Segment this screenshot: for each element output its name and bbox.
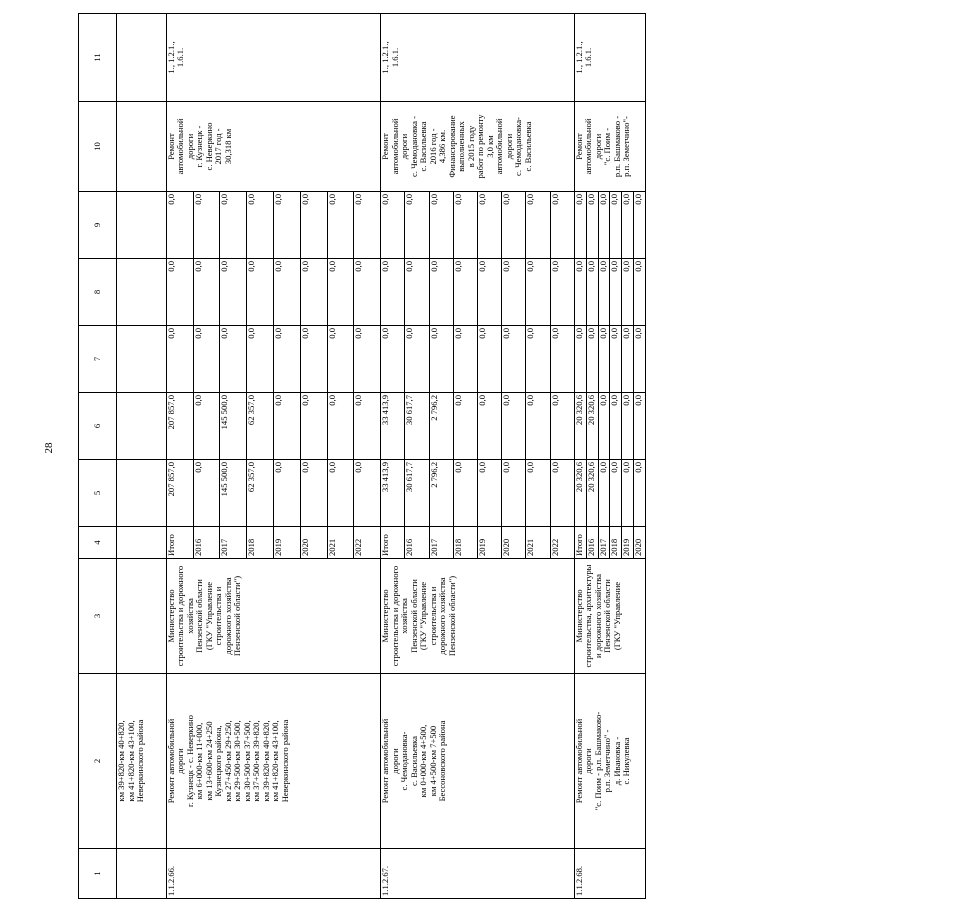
value-cell: 0,0 [354,393,381,460]
item-executor: Министерство строительства, архитектуры и дорожного хозяйства Пензенской области (ГКУ "Управление [574,559,645,674]
value-cell: 0,0 [598,259,610,326]
value-cell: 0,0 [477,192,501,259]
year-cell: 2020 [502,527,526,559]
value-cell: 0,0 [634,460,646,527]
value-cell: 0,0 [634,259,646,326]
value-cell: 0,0 [405,326,429,393]
value-cell: 0,0 [526,259,550,326]
value-cell: 0,0 [598,460,610,527]
value-cell: 0,0 [327,326,354,393]
value-cell: 0,0 [273,259,300,326]
value-cell: 0,0 [453,393,477,460]
value-cell: 0,0 [300,259,327,326]
program-table [78,13,646,899]
value-cell: 0,0 [550,393,574,460]
year-cell: Итого [166,527,193,559]
value-cell: 0,0 [327,460,354,527]
value-cell: 0,0 [300,460,327,527]
value-cell: 0,0 [193,393,220,460]
value-cell: 0,0 [550,460,574,527]
value-cell: 0,0 [273,460,300,527]
value-cell: 0,0 [477,259,501,326]
value-cell: 0,0 [453,192,477,259]
value-cell: 0,0 [300,393,327,460]
value-cell: 0,0 [273,192,300,259]
header-cell: 1 [79,849,117,899]
value-cell: 0,0 [381,326,405,393]
value-cell: 0,0 [622,259,634,326]
value-cell: 0,0 [502,326,526,393]
value-cell: 0,0 [526,192,550,259]
page-number: 28 [43,442,55,454]
value-cell: 0,0 [502,259,526,326]
value-cell: 0,0 [622,393,634,460]
value-cell: 0,0 [598,393,610,460]
value-cell: 0,0 [526,393,550,460]
value-cell: 0,0 [634,393,646,460]
value-cell: 0,0 [453,326,477,393]
year-cell: 2022 [354,527,381,559]
year-cell: 2019 [273,527,300,559]
year-cell: Итого [574,527,586,559]
year-cell: 2018 [453,527,477,559]
value-cell: 0,0 [598,192,610,259]
value-cell: 30 617,7 [405,393,429,460]
value-cell: 0,0 [220,192,247,259]
value-cell: 0,0 [429,259,453,326]
value-cell: 0,0 [574,326,586,393]
value-cell: 0,0 [354,259,381,326]
value-cell: 0,0 [193,326,220,393]
value-cell: 0,0 [381,192,405,259]
value-cell: 0,0 [477,393,501,460]
header-cell: 9 [79,192,117,259]
value-cell: 0,0 [354,192,381,259]
value-cell: 0,0 [327,393,354,460]
value-cell: 207 857,0 [166,393,193,460]
value-cell: 0,0 [550,192,574,259]
value-cell: 0,0 [453,259,477,326]
value-cell: 0,0 [634,326,646,393]
value-cell: 0,0 [634,192,646,259]
table-row [381,14,405,899]
year-cell: 2018 [610,527,622,559]
value-cell: 0,0 [193,460,220,527]
continuation-desc: км 39+820-км 40+820, км 41+820-км 43+100, Неверкинского района [117,674,167,849]
value-cell: 33 413,9 [381,460,405,527]
value-cell: 0,0 [610,326,622,393]
value-cell: 30 617,7 [405,460,429,527]
value-cell: 145 500,0 [220,393,247,460]
header-cell: 11 [79,14,117,102]
value-cell: 0,0 [327,192,354,259]
indicator-reference: 1., 1.2.1., 1.6.1. [381,14,575,102]
value-cell: 0,0 [586,259,598,326]
item-description: Ремонт автомобильной дороги "с. Поим - р.п. Башмаково- р.п. Земетчино" - д. Ивановка - с. Никулевка [574,674,645,849]
header-cell: 7 [79,326,117,393]
value-cell: 0,0 [405,259,429,326]
value-cell: 0,0 [300,192,327,259]
year-cell: 2019 [477,527,501,559]
year-cell: Итого [381,527,405,559]
expected-result: Ремонт автомобильной дороги г. Кузнецк - с. Неверкино 2017 год - 30,318 км [166,102,380,192]
value-cell: 0,0 [381,259,405,326]
header-cell: 2 [79,674,117,849]
value-cell: 0,0 [598,326,610,393]
value-cell: 0,0 [574,259,586,326]
value-cell: 0,0 [354,460,381,527]
value-cell: 0,0 [247,326,274,393]
expected-result: Ремонт автомобильной дороги "с. Поим - р.п. Башмаково - р.п. Земетчино"- [574,102,645,192]
value-cell: 0,0 [220,326,247,393]
year-cell: 2021 [327,527,354,559]
value-cell: 0,0 [247,192,274,259]
value-cell: 0,0 [610,393,622,460]
year-cell: 2020 [300,527,327,559]
value-cell: 0,0 [429,326,453,393]
year-cell: 2017 [429,527,453,559]
value-cell: 0,0 [193,192,220,259]
item-number: 1.1.2.66. [166,849,380,899]
value-cell: 0,0 [622,192,634,259]
header-cell: 8 [79,259,117,326]
value-cell: 0,0 [574,192,586,259]
value-cell: 0,0 [166,192,193,259]
value-cell: 20 320,6 [574,460,586,527]
value-cell: 0,0 [354,326,381,393]
value-cell: 0,0 [526,326,550,393]
table-row [574,14,586,899]
header-cell: 5 [79,460,117,527]
item-number: 1.1.2.67. [381,849,575,899]
year-cell: 2020 [634,527,646,559]
value-cell: 0,0 [502,393,526,460]
rotated-table-wrapper [78,41,963,899]
value-cell: 62 357,0 [247,393,274,460]
value-cell: 145 500,0 [220,460,247,527]
continuation-row [117,14,167,899]
value-cell: 0,0 [247,259,274,326]
item-description: Ремонт автомобильной дороги г. Кузнецк - с. Неверкино км 6+000-км 11+000, км 13+600-км 24+250 Кузнецкого района, км 27+450-км 29+250, км 29+500-км 30+500, км 30+500-км 37+500, км 37+500-км 39+820, км 39+820-км 40+820, км 41+820-км 43+100, Неверкинского района [166,674,380,849]
value-cell: 20 320,6 [586,460,598,527]
value-cell: 2 796,2 [429,460,453,527]
header-cell: 10 [79,102,117,192]
value-cell: 0,0 [586,326,598,393]
table-row [166,14,193,899]
value-cell: 0,0 [220,259,247,326]
value-cell: 0,0 [166,326,193,393]
value-cell: 2 796,2 [429,393,453,460]
indicator-reference: 1., 1.2.1., 1.6.1. [166,14,380,102]
value-cell: 207 857,0 [166,460,193,527]
value-cell: 0,0 [610,192,622,259]
year-cell: 2016 [193,527,220,559]
value-cell: 0,0 [550,259,574,326]
value-cell: 0,0 [502,192,526,259]
year-cell: 2019 [622,527,634,559]
year-cell: 2018 [247,527,274,559]
value-cell: 20 320,6 [586,393,598,460]
year-cell: 2016 [405,527,429,559]
value-cell: 0,0 [327,259,354,326]
expected-result: Ремонт автомобильной дороги с. Чемодановка - с. Васильевка 2016 год - 4,386 км. Финансирование выполненных в 2015 году работ по ремонту 3,0 км автомобильной дороги с. Чемодановка- с. Васильевка [381,102,575,192]
value-cell: 62 357,0 [247,460,274,527]
value-cell: 0,0 [300,326,327,393]
value-cell: 0,0 [429,192,453,259]
value-cell: 0,0 [273,326,300,393]
value-cell: 0,0 [610,460,622,527]
value-cell: 0,0 [502,460,526,527]
value-cell: 0,0 [166,259,193,326]
item-description: Ремонт автомобильной дороги с. Чемодановка- с. Васильевка км 0+000-км 4+500, км 4+500-км 7+500 Бессоновского района [381,674,575,849]
value-cell: 0,0 [193,259,220,326]
year-cell: 2016 [586,527,598,559]
value-cell: 0,0 [526,460,550,527]
table-body [79,14,646,899]
year-cell: 2017 [598,527,610,559]
item-executor: Министерство строительства и дорожного хозяйства Пензенской области (ГКУ "Управление строительства и дорожного хозяйства Пензенской области") [166,559,380,674]
value-cell: 0,0 [550,326,574,393]
year-cell: 2022 [550,527,574,559]
value-cell: 0,0 [586,192,598,259]
header-cell: 6 [79,393,117,460]
item-executor: Министерство строительства и дорожного хозяйства Пензенской области (ГКУ "Управление строительства и дорожного хозяйства Пензенской области") [381,559,575,674]
indicator-reference: 1., 1.2.1., 1.6.1. [574,14,645,102]
value-cell: 0,0 [453,460,477,527]
value-cell: 0,0 [477,326,501,393]
value-cell: 33 413,9 [381,393,405,460]
value-cell: 0,0 [477,460,501,527]
value-cell: 20 320,6 [574,393,586,460]
value-cell: 0,0 [405,192,429,259]
value-cell: 0,0 [622,460,634,527]
header-row [79,14,117,899]
value-cell: 0,0 [622,326,634,393]
item-number: 1.1.2.68. [574,849,645,899]
value-cell: 0,0 [610,259,622,326]
year-cell: 2017 [220,527,247,559]
value-cell: 0,0 [273,393,300,460]
header-cell: 3 [79,559,117,674]
year-cell: 2021 [526,527,550,559]
header-cell: 4 [79,527,117,559]
